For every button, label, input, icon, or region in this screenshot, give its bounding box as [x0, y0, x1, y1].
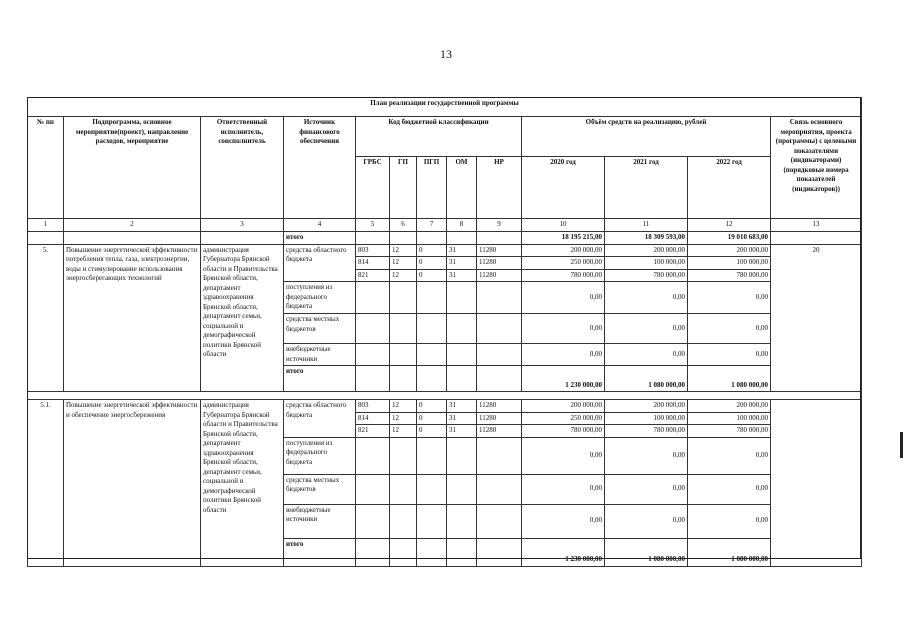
- column-number: 11: [605, 219, 688, 232]
- gp-cell: 12: [390, 412, 417, 425]
- column-number: 2: [64, 219, 201, 232]
- header-om: ОМ: [447, 157, 477, 219]
- pgp-cell: 0: [417, 412, 447, 425]
- amount-2022: 100 000,00: [688, 257, 771, 270]
- amount-2021: 780 000,00: [605, 269, 688, 282]
- amount-2022: 0,00: [688, 314, 771, 344]
- gp-cell: 12: [390, 269, 417, 282]
- header-gp: ГП: [390, 157, 417, 219]
- column-number: 1: [28, 219, 64, 232]
- np-cell: 11280: [477, 425, 522, 438]
- block-total-2022: 1 080 000,00: [688, 366, 771, 392]
- amount-2020: 250 000,00: [522, 257, 605, 270]
- om-cell: 31: [447, 269, 477, 282]
- amount-2021: 200 000,00: [605, 244, 688, 257]
- amount-2022: 0,00: [688, 474, 771, 504]
- source-label: средства местных бюджетов: [284, 474, 356, 504]
- amount-2021: 780 000,00: [605, 425, 688, 438]
- amount-2021: 100 000,00: [605, 257, 688, 270]
- block-total-2022: 1 080 000,00: [688, 538, 771, 566]
- source-label: поступления из федерального бюджета: [284, 282, 356, 314]
- column-number: 6: [390, 219, 417, 232]
- om-cell: 31: [447, 257, 477, 270]
- amount-2022: 780 000,00: [688, 425, 771, 438]
- column-number: 8: [447, 219, 477, 232]
- amount-2022: 100 000,00: [688, 412, 771, 425]
- np-cell: 11280: [477, 400, 522, 413]
- header-y2022: 2022 год: [688, 157, 771, 219]
- block-total-label: итого: [284, 538, 356, 566]
- amount-2022: 780 000,00: [688, 269, 771, 282]
- amount-2022: 0,00: [688, 282, 771, 314]
- amount-2022: 0,00: [688, 437, 771, 474]
- block-total-label: итого: [284, 366, 356, 392]
- header-source: Источник финансового обеспечения: [284, 117, 356, 219]
- header-funds: Объём средств на реализацию, рублей: [522, 117, 771, 157]
- amount-2020: 250 000,00: [522, 412, 605, 425]
- amount-2021: 0,00: [605, 282, 688, 314]
- amount-2022: 200 000,00: [688, 400, 771, 413]
- pgp-cell: 0: [417, 400, 447, 413]
- column-number: 12: [688, 219, 771, 232]
- amount-2021: 0,00: [605, 344, 688, 366]
- amount-2021: 0,00: [605, 474, 688, 504]
- block-5-1-name: Повышение энергетической эффективности и обеспечение энергосбережения: [64, 400, 201, 567]
- om-cell: 31: [447, 412, 477, 425]
- source-label: поступления из федерального бюджета: [284, 437, 356, 474]
- amount-2020: 0,00: [522, 437, 605, 474]
- header-grbs: ГРБС: [356, 157, 390, 219]
- column-number: 3: [201, 219, 284, 232]
- header-executor: Ответственный исполнитель, соисполнитель: [201, 117, 284, 219]
- block-5-number: 5.: [28, 244, 64, 392]
- amount-2020: 780 000,00: [522, 269, 605, 282]
- column-number: 4: [284, 219, 356, 232]
- gp-cell: 12: [390, 400, 417, 413]
- column-number: 5: [356, 219, 390, 232]
- grbs-cell: 803: [356, 244, 390, 257]
- scan-edge-mark: [900, 432, 903, 458]
- om-cell: 31: [447, 400, 477, 413]
- column-number: 13: [771, 219, 862, 232]
- amount-2020: 0,00: [522, 504, 605, 538]
- block-5-link: 20: [771, 244, 862, 392]
- source-label: внебюджетные источники: [284, 344, 356, 366]
- header-y2021: 2021 год: [605, 157, 688, 219]
- block-5-executor: администрация Губернатора Брянской области и Правительства Брянской области, департамент здравоохранения Брянской области, департамент семьи, социальной и демографической политики Брянской области: [201, 244, 284, 392]
- gp-cell: 12: [390, 244, 417, 257]
- header-link: Связь основного мероприятия, проекта (программы) с целевыми показателями (индикаторами) (порядковые номера показателей (индикаторов)): [771, 117, 862, 219]
- pgp-cell: 0: [417, 244, 447, 257]
- block-total-2020: 1 230 000,00: [522, 366, 605, 392]
- column-number: 9: [477, 219, 522, 232]
- amount-2021: 200 000,00: [605, 400, 688, 413]
- block-total-2021: 1 080 000,00: [605, 538, 688, 566]
- header-np: НР: [477, 157, 522, 219]
- header-budget-code: Код бюджетной классификации: [356, 117, 522, 157]
- grbs-cell: 821: [356, 425, 390, 438]
- np-cell: 11280: [477, 244, 522, 257]
- np-cell: 11280: [477, 269, 522, 282]
- source-label: внебюджетные источники: [284, 504, 356, 538]
- amount-2020: 0,00: [522, 314, 605, 344]
- amount-2021: 0,00: [605, 504, 688, 538]
- grand-total-2020: 18 195 215,00: [522, 232, 605, 245]
- np-cell: 11280: [477, 412, 522, 425]
- block-5-1-source-regional: средства областного бюджета: [284, 400, 356, 438]
- column-number: 10: [522, 219, 605, 232]
- pgp-cell: 0: [417, 425, 447, 438]
- page-number: 13: [440, 47, 452, 61]
- amount-2021: 0,00: [605, 437, 688, 474]
- amount-2020: 0,00: [522, 344, 605, 366]
- amount-2021: 100 000,00: [605, 412, 688, 425]
- grbs-cell: 803: [356, 400, 390, 413]
- pgp-cell: 0: [417, 257, 447, 270]
- amount-2020: 780 000,00: [522, 425, 605, 438]
- block-total-2020: 1 230 000,00: [522, 538, 605, 566]
- amount-2022: 0,00: [688, 504, 771, 538]
- source-label: средства местных бюджетов: [284, 314, 356, 344]
- amount-2020: 0,00: [522, 282, 605, 314]
- pgp-cell: 0: [417, 269, 447, 282]
- grbs-cell: 814: [356, 412, 390, 425]
- om-cell: 31: [447, 425, 477, 438]
- amount-2022: 200 000,00: [688, 244, 771, 257]
- block-5-1-executor: администрация Губернатора Брянской области и Правительства Брянской области, департамент здравоохранения Брянской области, департамент семьи, социальной и демографической политики Брянской области: [201, 400, 284, 567]
- gp-cell: 12: [390, 257, 417, 270]
- amount-2020: 200 000,00: [522, 400, 605, 413]
- block-5-1-number: 5.1.: [28, 400, 64, 567]
- grbs-cell: 821: [356, 269, 390, 282]
- header-num: № пп: [28, 117, 64, 219]
- header-name: Подпрограмма, основное мероприятие(проект), направление расходов, мероприятие: [64, 117, 201, 219]
- amount-2021: 0,00: [605, 314, 688, 344]
- block-5-name: Повышение энергетической эффективности потребления тепла, газа, электроэнергии, воды и стимулирование использования энергосберегающих технологий: [64, 244, 201, 392]
- header-y2020: 2020 год: [522, 157, 605, 219]
- grand-total-2021: 18 309 593,00: [605, 232, 688, 245]
- np-cell: 11280: [477, 257, 522, 270]
- grbs-cell: 814: [356, 257, 390, 270]
- amount-2020: 0,00: [522, 474, 605, 504]
- grand-total-label: итого: [284, 232, 356, 245]
- table-frame: [27, 97, 861, 559]
- header-pgp: ПГП: [417, 157, 447, 219]
- amount-2020: 200 000,00: [522, 244, 605, 257]
- block-total-2021: 1 080 000,00: [605, 366, 688, 392]
- grand-total-2022: 19 010 683,00: [688, 232, 771, 245]
- table-title: План реализации государственной программы: [28, 98, 862, 117]
- amount-2022: 0,00: [688, 344, 771, 366]
- column-number: 7: [417, 219, 447, 232]
- block-5-source-regional: средства областного бюджета: [284, 244, 356, 282]
- gp-cell: 12: [390, 425, 417, 438]
- om-cell: 31: [447, 244, 477, 257]
